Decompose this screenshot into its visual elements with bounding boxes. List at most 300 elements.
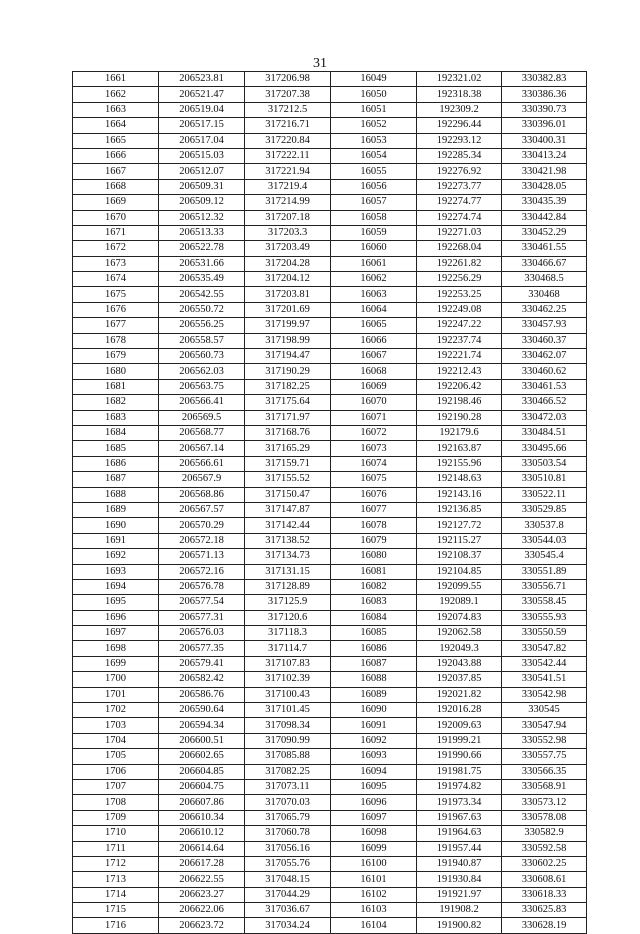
x-coordinate-left-cell: 206600.51 — [159, 733, 245, 748]
x-coordinate-right-cell: 192099.55 — [417, 579, 502, 594]
y-coordinate-right-cell: 330547.94 — [502, 718, 587, 733]
point-number-right-cell: 16064 — [331, 302, 417, 317]
x-coordinate-right-cell: 192274.74 — [417, 210, 502, 225]
y-coordinate-left-cell: 317138.52 — [245, 533, 331, 548]
y-coordinate-left-cell: 317070.03 — [245, 795, 331, 810]
point-number-left-cell: 1702 — [73, 703, 159, 718]
table-row — [73, 887, 587, 902]
x-coordinate-left-cell: 206622.55 — [159, 872, 245, 887]
point-number-left-cell: 1676 — [73, 302, 159, 317]
point-number-left-cell: 1716 — [73, 918, 159, 933]
table-row — [73, 379, 587, 394]
y-coordinate-right-cell: 330556.71 — [502, 579, 587, 594]
y-coordinate-left-cell: 317175.64 — [245, 395, 331, 410]
point-number-left-cell: 1666 — [73, 148, 159, 163]
point-number-left-cell: 1704 — [73, 733, 159, 748]
y-coordinate-left-cell: 317206.98 — [245, 72, 331, 87]
table-row — [73, 533, 587, 548]
x-coordinate-right-cell: 191973.34 — [417, 795, 502, 810]
y-coordinate-left-cell: 317199.97 — [245, 318, 331, 333]
y-coordinate-left-cell: 317150.47 — [245, 487, 331, 502]
point-number-right-cell: 16100 — [331, 856, 417, 871]
y-coordinate-right-cell: 330466.52 — [502, 395, 587, 410]
y-coordinate-right-cell: 330460.62 — [502, 364, 587, 379]
point-number-left-cell: 1664 — [73, 118, 159, 133]
y-coordinate-right-cell: 330618.33 — [502, 887, 587, 902]
y-coordinate-left-cell: 317216.71 — [245, 118, 331, 133]
x-coordinate-right-cell: 192037.85 — [417, 672, 502, 687]
x-coordinate-right-cell: 192237.74 — [417, 333, 502, 348]
y-coordinate-right-cell: 330557.75 — [502, 749, 587, 764]
y-coordinate-right-cell: 330421.98 — [502, 164, 587, 179]
x-coordinate-right-cell: 192273.77 — [417, 179, 502, 194]
x-coordinate-left-cell: 206556.25 — [159, 318, 245, 333]
x-coordinate-left-cell: 206607.86 — [159, 795, 245, 810]
point-number-left-cell: 1673 — [73, 256, 159, 271]
y-coordinate-left-cell: 317090.99 — [245, 733, 331, 748]
x-coordinate-left-cell: 206594.34 — [159, 718, 245, 733]
x-coordinate-left-cell: 206563.75 — [159, 379, 245, 394]
table-row — [73, 595, 587, 610]
x-coordinate-right-cell: 192321.02 — [417, 72, 502, 87]
x-coordinate-right-cell: 192309.2 — [417, 102, 502, 117]
table-row — [73, 502, 587, 517]
point-number-left-cell: 1706 — [73, 764, 159, 779]
y-coordinate-right-cell: 330442.84 — [502, 210, 587, 225]
point-number-left-cell: 1683 — [73, 410, 159, 425]
point-number-right-cell: 16078 — [331, 518, 417, 533]
y-coordinate-left-cell: 317219.4 — [245, 179, 331, 194]
y-coordinate-left-cell: 317100.43 — [245, 687, 331, 702]
x-coordinate-right-cell: 191974.82 — [417, 779, 502, 794]
point-number-right-cell: 16057 — [331, 195, 417, 210]
table-row — [73, 656, 587, 671]
x-coordinate-right-cell: 192136.85 — [417, 502, 502, 517]
point-number-left-cell: 1669 — [73, 195, 159, 210]
point-number-right-cell: 16091 — [331, 718, 417, 733]
point-number-left-cell: 1672 — [73, 241, 159, 256]
y-coordinate-right-cell: 330382.83 — [502, 72, 587, 87]
x-coordinate-left-cell: 206568.86 — [159, 487, 245, 502]
table-row — [73, 672, 587, 687]
x-coordinate-left-cell: 206569.5 — [159, 410, 245, 425]
x-coordinate-right-cell: 191900.82 — [417, 918, 502, 933]
table-row — [73, 210, 587, 225]
point-number-right-cell: 16074 — [331, 456, 417, 471]
y-coordinate-left-cell: 317220.84 — [245, 133, 331, 148]
point-number-left-cell: 1701 — [73, 687, 159, 702]
y-coordinate-right-cell: 330555.93 — [502, 610, 587, 625]
table-row — [73, 256, 587, 271]
y-coordinate-left-cell: 317212.5 — [245, 102, 331, 117]
point-number-left-cell: 1700 — [73, 672, 159, 687]
point-number-left-cell: 1677 — [73, 318, 159, 333]
point-number-right-cell: 16065 — [331, 318, 417, 333]
x-coordinate-right-cell: 192108.37 — [417, 549, 502, 564]
x-coordinate-left-cell: 206517.15 — [159, 118, 245, 133]
y-coordinate-left-cell: 317194.47 — [245, 349, 331, 364]
y-coordinate-right-cell: 330547.82 — [502, 641, 587, 656]
table-row — [73, 179, 587, 194]
x-coordinate-left-cell: 206602.65 — [159, 749, 245, 764]
y-coordinate-right-cell: 330542.98 — [502, 687, 587, 702]
x-coordinate-right-cell: 192179.6 — [417, 425, 502, 440]
y-coordinate-right-cell: 330462.25 — [502, 302, 587, 317]
y-coordinate-right-cell: 330551.89 — [502, 564, 587, 579]
x-coordinate-left-cell: 206622.06 — [159, 903, 245, 918]
point-number-right-cell: 16098 — [331, 826, 417, 841]
point-number-left-cell: 1678 — [73, 333, 159, 348]
x-coordinate-left-cell: 206509.31 — [159, 179, 245, 194]
x-coordinate-left-cell: 206567.9 — [159, 472, 245, 487]
y-coordinate-left-cell: 317114.7 — [245, 641, 331, 656]
y-coordinate-left-cell: 317125.9 — [245, 595, 331, 610]
y-coordinate-right-cell: 330484.51 — [502, 425, 587, 440]
y-coordinate-left-cell: 317190.29 — [245, 364, 331, 379]
y-coordinate-right-cell: 330396.01 — [502, 118, 587, 133]
point-number-right-cell: 16086 — [331, 641, 417, 656]
x-coordinate-left-cell: 206515.03 — [159, 148, 245, 163]
y-coordinate-right-cell: 330573.12 — [502, 795, 587, 810]
y-coordinate-left-cell: 317207.18 — [245, 210, 331, 225]
point-number-left-cell: 1689 — [73, 502, 159, 517]
point-number-right-cell: 16066 — [331, 333, 417, 348]
y-coordinate-left-cell: 317055.76 — [245, 856, 331, 871]
point-number-left-cell: 1699 — [73, 656, 159, 671]
y-coordinate-left-cell: 317222.11 — [245, 148, 331, 163]
point-number-right-cell: 16069 — [331, 379, 417, 394]
y-coordinate-left-cell: 317102.39 — [245, 672, 331, 687]
x-coordinate-left-cell: 206610.12 — [159, 826, 245, 841]
y-coordinate-left-cell: 317221.94 — [245, 164, 331, 179]
x-coordinate-left-cell: 206623.72 — [159, 918, 245, 933]
point-number-right-cell: 16104 — [331, 918, 417, 933]
x-coordinate-right-cell: 192276.92 — [417, 164, 502, 179]
point-number-left-cell: 1682 — [73, 395, 159, 410]
y-coordinate-right-cell: 330428.05 — [502, 179, 587, 194]
coordinates-table — [72, 71, 587, 934]
y-coordinate-right-cell: 330537.8 — [502, 518, 587, 533]
x-coordinate-right-cell: 192221.74 — [417, 349, 502, 364]
point-number-right-cell: 16095 — [331, 779, 417, 794]
point-number-right-cell: 16088 — [331, 672, 417, 687]
y-coordinate-left-cell: 317214.99 — [245, 195, 331, 210]
point-number-left-cell: 1712 — [73, 856, 159, 871]
point-number-right-cell: 16060 — [331, 241, 417, 256]
y-coordinate-left-cell: 317065.79 — [245, 810, 331, 825]
y-coordinate-right-cell: 330462.07 — [502, 349, 587, 364]
x-coordinate-right-cell: 192074.83 — [417, 610, 502, 625]
y-coordinate-right-cell: 330545 — [502, 703, 587, 718]
y-coordinate-left-cell: 317044.29 — [245, 887, 331, 902]
y-coordinate-right-cell: 330625.83 — [502, 903, 587, 918]
x-coordinate-left-cell: 206604.75 — [159, 779, 245, 794]
x-coordinate-right-cell: 192247.22 — [417, 318, 502, 333]
point-number-right-cell: 16063 — [331, 287, 417, 302]
point-number-left-cell: 1668 — [73, 179, 159, 194]
y-coordinate-right-cell: 330545.4 — [502, 549, 587, 564]
x-coordinate-left-cell: 206610.34 — [159, 810, 245, 825]
x-coordinate-left-cell: 206570.29 — [159, 518, 245, 533]
table-row — [73, 133, 587, 148]
y-coordinate-left-cell: 317204.12 — [245, 272, 331, 287]
x-coordinate-left-cell: 206577.54 — [159, 595, 245, 610]
y-coordinate-left-cell: 317118.3 — [245, 626, 331, 641]
x-coordinate-right-cell: 191921.97 — [417, 887, 502, 902]
table-row — [73, 72, 587, 87]
y-coordinate-right-cell: 330558.45 — [502, 595, 587, 610]
point-number-left-cell: 1708 — [73, 795, 159, 810]
y-coordinate-right-cell: 330628.19 — [502, 918, 587, 933]
y-coordinate-left-cell: 317207.38 — [245, 87, 331, 102]
y-coordinate-left-cell: 317060.78 — [245, 826, 331, 841]
table-row — [73, 687, 587, 702]
y-coordinate-left-cell: 317204.28 — [245, 256, 331, 271]
table-row — [73, 549, 587, 564]
y-coordinate-right-cell: 330542.44 — [502, 656, 587, 671]
point-number-right-cell: 16053 — [331, 133, 417, 148]
point-number-left-cell: 1707 — [73, 779, 159, 794]
y-coordinate-right-cell: 330400.31 — [502, 133, 587, 148]
point-number-left-cell: 1694 — [73, 579, 159, 594]
x-coordinate-left-cell: 206566.41 — [159, 395, 245, 410]
table-row — [73, 87, 587, 102]
x-coordinate-right-cell: 191964.63 — [417, 826, 502, 841]
x-coordinate-left-cell: 206567.14 — [159, 441, 245, 456]
x-coordinate-right-cell: 192261.82 — [417, 256, 502, 271]
x-coordinate-right-cell: 192256.29 — [417, 272, 502, 287]
table-row — [73, 703, 587, 718]
point-number-left-cell: 1667 — [73, 164, 159, 179]
y-coordinate-left-cell: 317107.83 — [245, 656, 331, 671]
point-number-right-cell: 16082 — [331, 579, 417, 594]
table-row — [73, 225, 587, 240]
y-coordinate-right-cell: 330452.29 — [502, 225, 587, 240]
y-coordinate-left-cell: 317203.49 — [245, 241, 331, 256]
point-number-right-cell: 16097 — [331, 810, 417, 825]
x-coordinate-left-cell: 206562.03 — [159, 364, 245, 379]
x-coordinate-left-cell: 206558.57 — [159, 333, 245, 348]
y-coordinate-left-cell: 317073.11 — [245, 779, 331, 794]
x-coordinate-right-cell: 191990.66 — [417, 749, 502, 764]
point-number-right-cell: 16072 — [331, 425, 417, 440]
point-number-left-cell: 1687 — [73, 472, 159, 487]
point-number-left-cell: 1663 — [73, 102, 159, 117]
y-coordinate-left-cell: 317101.45 — [245, 703, 331, 718]
y-coordinate-right-cell: 330472.03 — [502, 410, 587, 425]
table-row — [73, 272, 587, 287]
y-coordinate-right-cell: 330466.67 — [502, 256, 587, 271]
x-coordinate-left-cell: 206577.35 — [159, 641, 245, 656]
table-row — [73, 241, 587, 256]
point-number-left-cell: 1675 — [73, 287, 159, 302]
table-row — [73, 872, 587, 887]
x-coordinate-right-cell: 191908.2 — [417, 903, 502, 918]
table-row — [73, 287, 587, 302]
table-row — [73, 718, 587, 733]
point-number-left-cell: 1662 — [73, 87, 159, 102]
point-number-right-cell: 16059 — [331, 225, 417, 240]
x-coordinate-left-cell: 206568.77 — [159, 425, 245, 440]
x-coordinate-left-cell: 206535.49 — [159, 272, 245, 287]
point-number-left-cell: 1688 — [73, 487, 159, 502]
point-number-left-cell: 1680 — [73, 364, 159, 379]
point-number-left-cell: 1692 — [73, 549, 159, 564]
table-row — [73, 903, 587, 918]
y-coordinate-right-cell: 330468.5 — [502, 272, 587, 287]
point-number-right-cell: 16083 — [331, 595, 417, 610]
point-number-left-cell: 1670 — [73, 210, 159, 225]
y-coordinate-right-cell: 330566.35 — [502, 764, 587, 779]
point-number-right-cell: 16080 — [331, 549, 417, 564]
point-number-left-cell: 1696 — [73, 610, 159, 625]
point-number-right-cell: 16093 — [331, 749, 417, 764]
point-number-left-cell: 1698 — [73, 641, 159, 656]
point-number-right-cell: 16071 — [331, 410, 417, 425]
y-coordinate-right-cell: 330550.59 — [502, 626, 587, 641]
y-coordinate-left-cell: 317098.34 — [245, 718, 331, 733]
table-row — [73, 626, 587, 641]
x-coordinate-right-cell: 192043.88 — [417, 656, 502, 671]
y-coordinate-right-cell: 330592.58 — [502, 841, 587, 856]
table-row — [73, 349, 587, 364]
point-number-left-cell: 1684 — [73, 425, 159, 440]
point-number-right-cell: 16099 — [331, 841, 417, 856]
table-row — [73, 826, 587, 841]
point-number-left-cell: 1703 — [73, 718, 159, 733]
x-coordinate-left-cell: 206566.61 — [159, 456, 245, 471]
table-row — [73, 118, 587, 133]
point-number-left-cell: 1674 — [73, 272, 159, 287]
coordinates-table-body — [73, 72, 587, 934]
y-coordinate-right-cell: 330541.51 — [502, 672, 587, 687]
x-coordinate-right-cell: 192143.16 — [417, 487, 502, 502]
y-coordinate-right-cell: 330390.73 — [502, 102, 587, 117]
table-row — [73, 641, 587, 656]
x-coordinate-left-cell: 206617.28 — [159, 856, 245, 871]
y-coordinate-left-cell: 317131.15 — [245, 564, 331, 579]
table-row — [73, 472, 587, 487]
x-coordinate-left-cell: 206572.16 — [159, 564, 245, 579]
table-row — [73, 364, 587, 379]
y-coordinate-right-cell: 330552.98 — [502, 733, 587, 748]
point-number-left-cell: 1693 — [73, 564, 159, 579]
y-coordinate-left-cell: 317171.97 — [245, 410, 331, 425]
point-number-right-cell: 16052 — [331, 118, 417, 133]
point-number-right-cell: 16101 — [331, 872, 417, 887]
point-number-left-cell: 1705 — [73, 749, 159, 764]
y-coordinate-right-cell: 330602.25 — [502, 856, 587, 871]
point-number-right-cell: 16068 — [331, 364, 417, 379]
point-number-right-cell: 16079 — [331, 533, 417, 548]
table-row — [73, 579, 587, 594]
x-coordinate-right-cell: 192271.03 — [417, 225, 502, 240]
y-coordinate-left-cell: 317036.67 — [245, 903, 331, 918]
y-coordinate-left-cell: 317165.29 — [245, 441, 331, 456]
x-coordinate-right-cell: 192115.27 — [417, 533, 502, 548]
point-number-right-cell: 16085 — [331, 626, 417, 641]
y-coordinate-left-cell: 317155.52 — [245, 472, 331, 487]
x-coordinate-right-cell: 192089.1 — [417, 595, 502, 610]
table-row — [73, 795, 587, 810]
x-coordinate-left-cell: 206512.32 — [159, 210, 245, 225]
point-number-right-cell: 16049 — [331, 72, 417, 87]
x-coordinate-right-cell: 191967.63 — [417, 810, 502, 825]
x-coordinate-left-cell: 206571.13 — [159, 549, 245, 564]
x-coordinate-left-cell: 206519.04 — [159, 102, 245, 117]
x-coordinate-right-cell: 192212.43 — [417, 364, 502, 379]
x-coordinate-right-cell: 192104.85 — [417, 564, 502, 579]
x-coordinate-left-cell: 206522.78 — [159, 241, 245, 256]
x-coordinate-right-cell: 192206.42 — [417, 379, 502, 394]
y-coordinate-right-cell: 330386.36 — [502, 87, 587, 102]
table-row — [73, 487, 587, 502]
x-coordinate-left-cell: 206590.64 — [159, 703, 245, 718]
table-row — [73, 779, 587, 794]
table-row — [73, 841, 587, 856]
y-coordinate-right-cell: 330608.61 — [502, 872, 587, 887]
point-number-right-cell: 16051 — [331, 102, 417, 117]
x-coordinate-left-cell: 206542.55 — [159, 287, 245, 302]
point-number-right-cell: 16084 — [331, 610, 417, 625]
table-row — [73, 918, 587, 933]
y-coordinate-right-cell: 330568.91 — [502, 779, 587, 794]
point-number-left-cell: 1711 — [73, 841, 159, 856]
x-coordinate-right-cell: 192249.08 — [417, 302, 502, 317]
x-coordinate-left-cell: 206579.41 — [159, 656, 245, 671]
y-coordinate-right-cell: 330582.9 — [502, 826, 587, 841]
y-coordinate-left-cell: 317159.71 — [245, 456, 331, 471]
y-coordinate-left-cell: 317048.15 — [245, 872, 331, 887]
y-coordinate-right-cell: 330510.81 — [502, 472, 587, 487]
table-row — [73, 856, 587, 871]
y-coordinate-right-cell: 330461.53 — [502, 379, 587, 394]
x-coordinate-right-cell: 192127.72 — [417, 518, 502, 533]
x-coordinate-left-cell: 206521.47 — [159, 87, 245, 102]
x-coordinate-right-cell: 192049.3 — [417, 641, 502, 656]
table-row — [73, 333, 587, 348]
point-number-left-cell: 1691 — [73, 533, 159, 548]
table-row — [73, 102, 587, 117]
y-coordinate-right-cell: 330468 — [502, 287, 587, 302]
table-row — [73, 164, 587, 179]
table-row — [73, 456, 587, 471]
x-coordinate-right-cell: 191930.84 — [417, 872, 502, 887]
x-coordinate-right-cell: 192190.28 — [417, 410, 502, 425]
x-coordinate-right-cell: 192016.28 — [417, 703, 502, 718]
table-row — [73, 749, 587, 764]
point-number-right-cell: 16076 — [331, 487, 417, 502]
x-coordinate-right-cell: 191940.87 — [417, 856, 502, 871]
point-number-right-cell: 16050 — [331, 87, 417, 102]
x-coordinate-left-cell: 206509.12 — [159, 195, 245, 210]
table-row — [73, 610, 587, 625]
x-coordinate-right-cell: 192293.12 — [417, 133, 502, 148]
point-number-right-cell: 16096 — [331, 795, 417, 810]
table-row — [73, 564, 587, 579]
point-number-left-cell: 1714 — [73, 887, 159, 902]
x-coordinate-right-cell: 192021.82 — [417, 687, 502, 702]
table-row — [73, 195, 587, 210]
table-row — [73, 733, 587, 748]
x-coordinate-right-cell: 191981.75 — [417, 764, 502, 779]
point-number-right-cell: 16089 — [331, 687, 417, 702]
point-number-left-cell: 1681 — [73, 379, 159, 394]
point-number-left-cell: 1715 — [73, 903, 159, 918]
x-coordinate-left-cell: 206614.64 — [159, 841, 245, 856]
y-coordinate-right-cell: 330522.11 — [502, 487, 587, 502]
y-coordinate-left-cell: 317034.24 — [245, 918, 331, 933]
